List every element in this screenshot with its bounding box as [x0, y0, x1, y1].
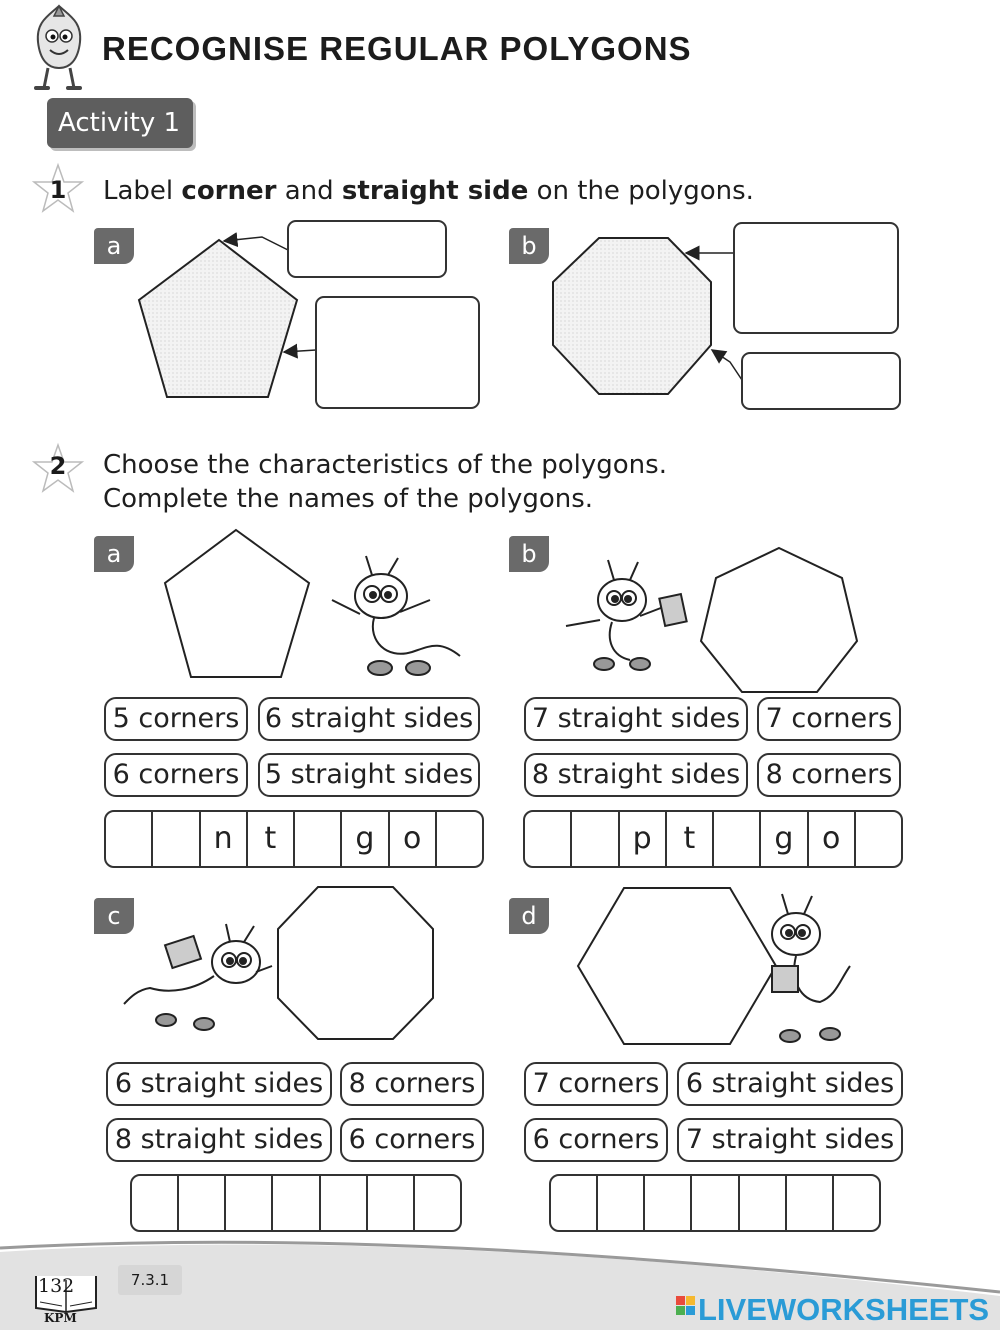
- q2b-option-1[interactable]: 7 straight sides: [524, 697, 748, 741]
- letter-cell[interactable]: [368, 1176, 415, 1230]
- letter-cell[interactable]: [714, 812, 761, 866]
- standard-code: 7.3.1: [118, 1265, 182, 1295]
- q1-text-after: on the polygons.: [528, 176, 754, 206]
- q2c-name-cells: [130, 1174, 462, 1232]
- heptagon-b: [701, 548, 857, 692]
- pentagon-a: [165, 530, 309, 677]
- q2c-option-1[interactable]: 6 straight sides: [106, 1062, 332, 1106]
- q2b-option-2[interactable]: 7 corners: [757, 697, 901, 741]
- letter-cell[interactable]: [740, 1176, 787, 1230]
- q2b-option-4[interactable]: 8 corners: [757, 753, 901, 797]
- letter-cell[interactable]: [572, 812, 619, 866]
- q2c-option-2[interactable]: 8 corners: [340, 1062, 484, 1106]
- letter-cell[interactable]: [273, 1176, 320, 1230]
- question-2-line-1: Choose the characteristics of the polygons.: [103, 450, 667, 480]
- q2a-name-cells: [104, 810, 484, 868]
- hexagon-d: [578, 888, 776, 1044]
- q1-term-side: straight side: [341, 176, 529, 206]
- letter-cell[interactable]: [645, 1176, 692, 1230]
- letter-cell[interactable]: [226, 1176, 273, 1230]
- letter-cell[interactable]: [321, 1176, 368, 1230]
- publisher-label: KPM: [44, 1311, 77, 1325]
- letter-cell[interactable]: [834, 1176, 879, 1230]
- q2b-name-cells: [523, 810, 903, 868]
- pentagon-shaded-a: [139, 240, 297, 397]
- octagon-shaded-b: [553, 238, 711, 394]
- q2c-option-4[interactable]: 6 corners: [340, 1118, 484, 1162]
- letter-cell: g: [342, 812, 389, 866]
- q2b-option-3[interactable]: 8 straight sides: [524, 753, 748, 797]
- letter-cell[interactable]: [179, 1176, 226, 1230]
- letter-cell[interactable]: [415, 1176, 460, 1230]
- ant-icon: [566, 560, 687, 670]
- letter-cell: t: [248, 812, 295, 866]
- q1-term-corner: corner: [181, 176, 277, 206]
- letter-cell[interactable]: [856, 812, 901, 866]
- ant-icon: [332, 556, 460, 675]
- letter-cell: o: [809, 812, 856, 866]
- question-2-line-2: Complete the names of the polygons.: [103, 484, 594, 514]
- letter-cell: p: [620, 812, 667, 866]
- q2-part-d-badge: d: [509, 898, 549, 934]
- letter-cell: t: [667, 812, 714, 866]
- letter-cell[interactable]: [787, 1176, 834, 1230]
- q1b-answer-box-side[interactable]: [733, 222, 899, 334]
- question-2-number: 2: [49, 452, 67, 480]
- q2a-option-2[interactable]: 6 straight sides: [258, 697, 480, 741]
- q2-part-b-badge: b: [509, 536, 549, 572]
- q1-text-before: Label: [103, 176, 182, 206]
- q2d-option-1[interactable]: 7 corners: [524, 1062, 668, 1106]
- q1b-answer-box-corner[interactable]: [741, 352, 901, 410]
- q2-part-c-badge: c: [94, 898, 134, 934]
- letter-cell[interactable]: [437, 812, 482, 866]
- q1a-answer-box-side[interactable]: [315, 296, 480, 409]
- q2d-option-2[interactable]: 6 straight sides: [677, 1062, 903, 1106]
- q2d-name-cells: [549, 1174, 881, 1232]
- q2c-option-3[interactable]: 8 straight sides: [106, 1118, 332, 1162]
- q2-part-a-badge: a: [94, 536, 134, 572]
- letter-cell[interactable]: [132, 1176, 179, 1230]
- letter-cell[interactable]: [551, 1176, 598, 1230]
- q2d-option-3[interactable]: 6 corners: [524, 1118, 668, 1162]
- q1-part-a-badge: a: [94, 228, 134, 264]
- page-title: RECOGNISE REGULAR POLYGONS: [102, 30, 692, 67]
- letter-cell[interactable]: [295, 812, 342, 866]
- q2-diagrams: [0, 520, 1000, 1080]
- letter-cell[interactable]: [692, 1176, 739, 1230]
- ant-icon: [772, 894, 850, 1042]
- liveworksheets-logo-icon: [676, 1296, 696, 1324]
- letter-cell: o: [390, 812, 437, 866]
- q2d-option-4[interactable]: 7 straight sides: [677, 1118, 903, 1162]
- q1-part-b-badge: b: [509, 228, 549, 264]
- letter-cell[interactable]: [525, 812, 572, 866]
- q1a-answer-box-corner[interactable]: [287, 220, 447, 278]
- ant-icon: [124, 924, 272, 1030]
- q2a-option-4[interactable]: 5 straight sides: [258, 753, 480, 797]
- letter-cell[interactable]: [598, 1176, 645, 1230]
- q2a-option-1[interactable]: 5 corners: [104, 697, 248, 741]
- activity-label: Activity 1: [47, 98, 193, 148]
- page-number: 132: [38, 1275, 75, 1297]
- brand-watermark: LIVEWORKSHEETS: [698, 1292, 990, 1327]
- question-1-number: 1: [49, 176, 67, 204]
- letter-cell[interactable]: [153, 812, 200, 866]
- q1-text-and: and: [276, 176, 342, 206]
- letter-cell: g: [761, 812, 808, 866]
- q2a-option-3[interactable]: 6 corners: [104, 753, 248, 797]
- octagon-c: [278, 887, 433, 1039]
- letter-cell[interactable]: [106, 812, 153, 866]
- letter-cell: n: [201, 812, 248, 866]
